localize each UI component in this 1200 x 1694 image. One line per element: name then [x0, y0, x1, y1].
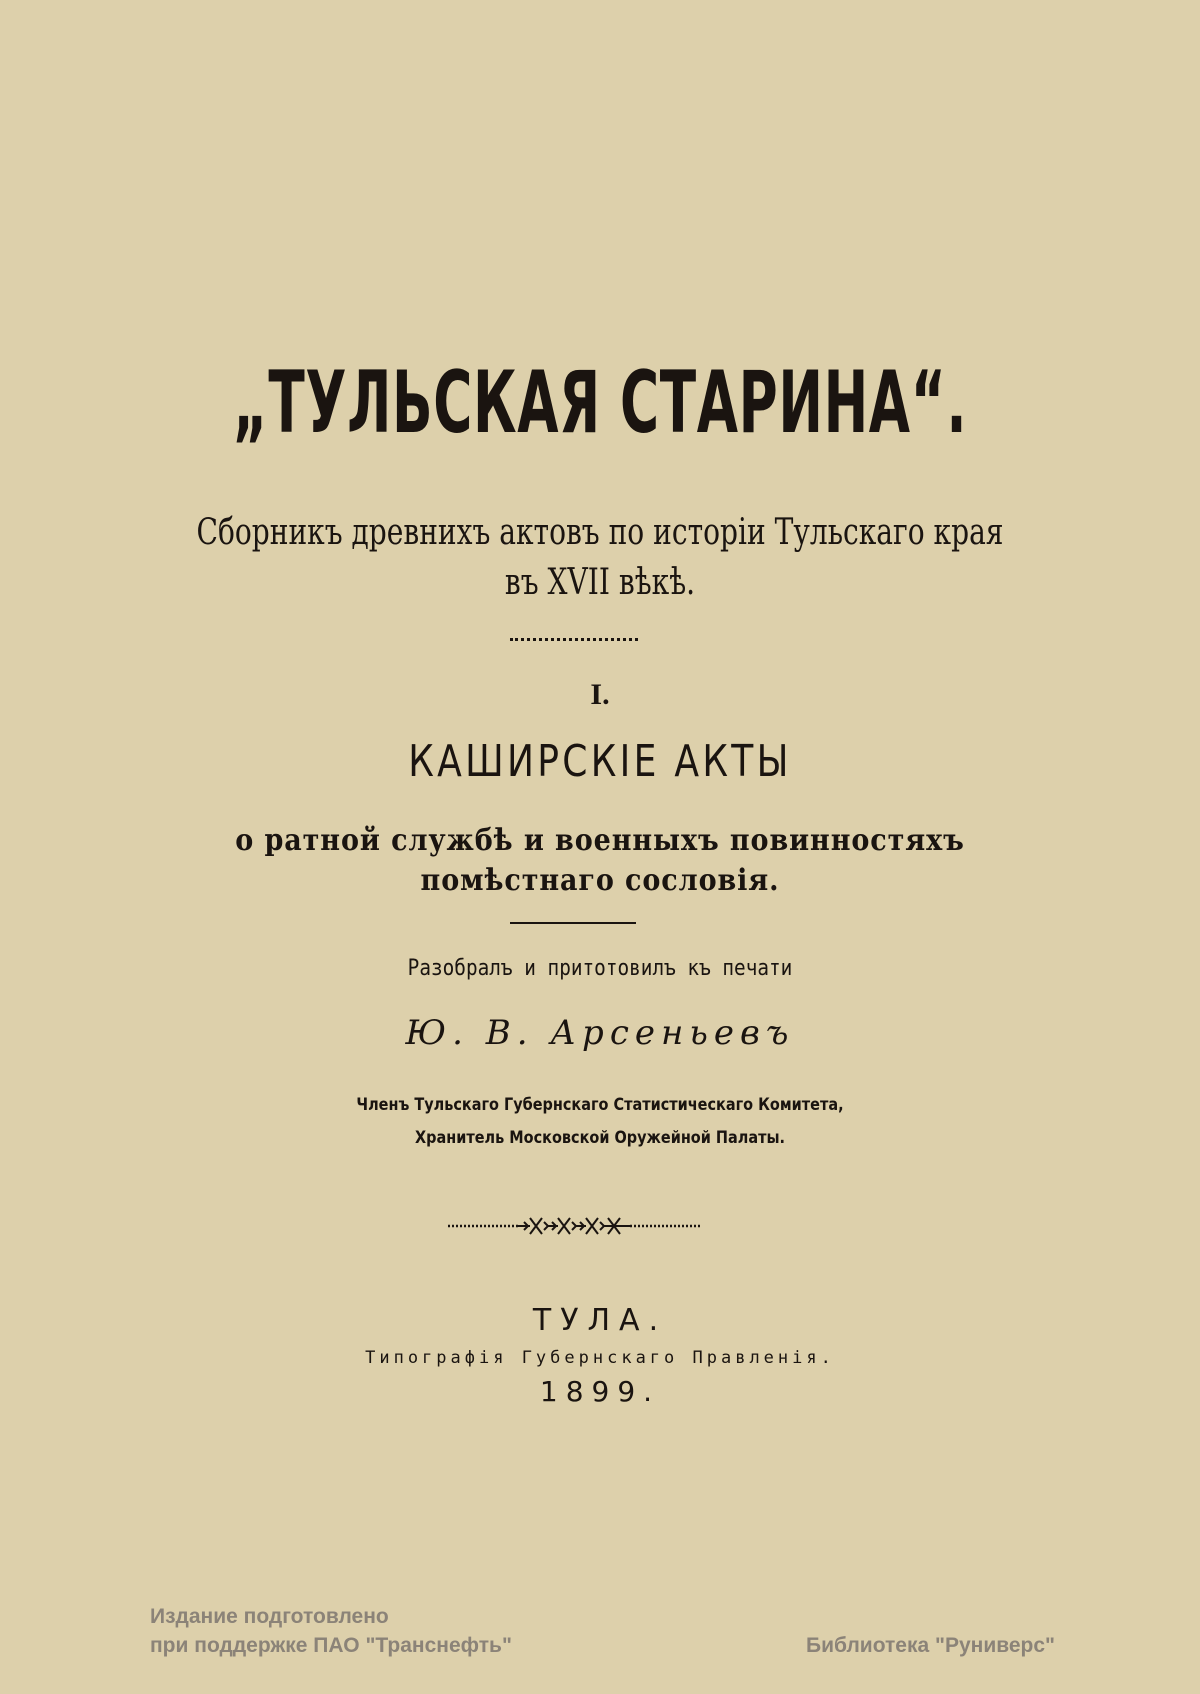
subtitle-line-1: Сборникъ древнихъ актовъ по исторіи Тульскаго края — [196, 512, 1004, 553]
part-number: I. — [590, 678, 610, 711]
footer-sponsor-line-2: при поддержке ПАО "Транснефть" — [150, 1634, 512, 1657]
footer-library: Библиотека "Руниверс" — [806, 1634, 1056, 1657]
prepared-by-line: Разобралъ и притотовилъ къ печати — [407, 956, 793, 981]
affiliation-line-2: Хранитель Московской Оружейной Палаты. — [414, 1128, 786, 1148]
affiliation-line-1: Членъ Тульскаго Губернскаго Статистическаго Комитета, — [356, 1095, 844, 1115]
imprint-year: 1899. — [539, 1375, 661, 1408]
part-description-line-1: о ратной службѣ и военныхъ повинностяхъ — [235, 823, 965, 858]
solid-divider — [510, 922, 636, 924]
ornament-divider — [448, 1215, 700, 1237]
subtitle-line-2: въ XVII вѣкѣ. — [504, 562, 696, 603]
footer-sponsor — [150, 1602, 512, 1660]
author-name: Ю. В. Арсеньевъ — [405, 1013, 795, 1053]
dotted-divider — [510, 638, 638, 641]
book-title: „ТУЛЬСКАЯ СТАРИНА“. — [232, 353, 968, 453]
imprint-city: ТУЛА. — [532, 1303, 668, 1338]
part-title: КАШИРСКІЕ АКТЫ — [408, 736, 792, 787]
part-description-line-2: помѣстнаго сословія. — [420, 863, 780, 898]
imprint-printer: Типографія Губернскаго Правленія. — [365, 1348, 835, 1368]
footer-sponsor-line-1: Издание подготовлено — [150, 1605, 389, 1628]
